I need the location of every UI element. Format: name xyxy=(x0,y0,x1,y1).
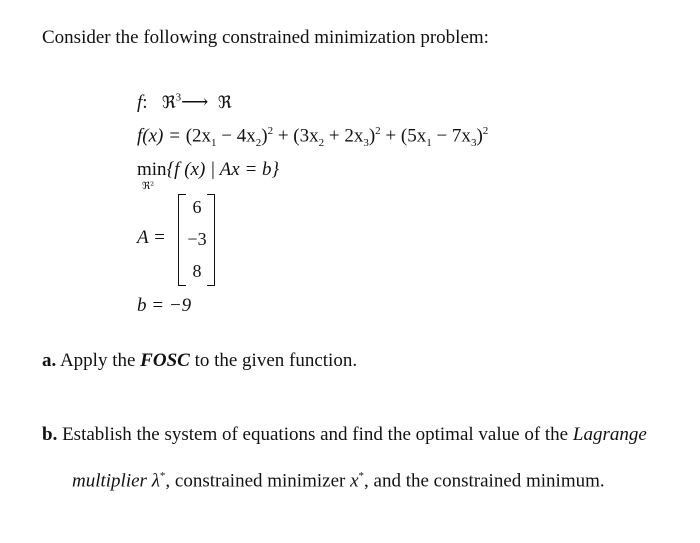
objective-statement xyxy=(137,159,279,181)
fn-t1-s2: 2 xyxy=(255,137,262,150)
fn-arg: (x) = xyxy=(142,125,186,147)
function-definition xyxy=(137,125,488,149)
fn-t2-close: ) xyxy=(368,125,376,147)
fn-t1-open: (2x xyxy=(185,125,212,147)
fn-t1-pow: 2 xyxy=(267,125,274,137)
fn-t3-mid: − 7x xyxy=(431,125,471,147)
matrix-entry-1: 6 xyxy=(192,197,202,217)
matrix-entry-2: −3 xyxy=(187,229,207,249)
objective-domain: ℜ² xyxy=(142,181,155,192)
fn-t2-s2: 3 xyxy=(363,137,369,150)
multiplier-term: multiplier λ xyxy=(72,470,160,492)
fn-t2-s1: 2 xyxy=(318,137,325,150)
fn-t3-s2: 3 xyxy=(470,137,477,150)
mapping-colon: : xyxy=(142,92,148,113)
objective-body: {f (x) | Ax = b} xyxy=(166,159,280,180)
fn-t1-s1: 1 xyxy=(211,137,217,150)
fn-t2-open: + (3x xyxy=(273,125,319,147)
mapping-codomain: ℜ xyxy=(217,93,232,113)
question-a-pre: Apply the xyxy=(56,350,141,371)
problem-intro: Consider the following constrained minimization problem: xyxy=(42,27,489,48)
question-b-post: , and the constrained minimum. xyxy=(364,470,605,492)
mapping-domain-sup: 3 xyxy=(175,91,182,104)
lambda-star: * xyxy=(159,470,166,482)
fn-t1-mid: − 4x xyxy=(216,125,256,147)
fn-lhs: f xyxy=(137,125,143,147)
question-b-pre: Establish the system of equations and find the optimal value of the xyxy=(57,424,573,445)
question-b-marker: b. xyxy=(42,424,58,445)
question-a-post: to the given function. xyxy=(189,350,358,371)
fn-t2-pow: 2 xyxy=(375,125,381,137)
fn-t3-pow: 2 xyxy=(482,125,489,137)
mapping-arrow: ⟶ xyxy=(181,92,209,113)
matrix-entry-3: 8 xyxy=(192,261,202,281)
question-a xyxy=(42,350,357,372)
question-b-mid: , constrained minimizer xyxy=(165,470,351,492)
fn-t2-mid: + 2x xyxy=(324,125,364,147)
lagrange-term: Lagrange xyxy=(572,424,647,445)
question-a-marker: a. xyxy=(42,350,57,371)
fn-t3-open: + (5x xyxy=(380,125,427,147)
objective-min: min xyxy=(137,159,167,180)
minimizer-x: x xyxy=(350,470,359,492)
mapping-f: f xyxy=(137,92,143,113)
fn-t3-close: ) xyxy=(476,125,483,147)
x-star: * xyxy=(358,470,365,482)
fn-t1-close: ) xyxy=(261,125,268,147)
b-value: b = −9 xyxy=(137,295,192,316)
mapping-domain: ℜ xyxy=(161,93,176,113)
question-b-line2 xyxy=(72,470,605,492)
function-mapping xyxy=(137,91,232,114)
question-b-line1 xyxy=(42,424,647,446)
fn-t3-s1: 1 xyxy=(426,137,432,150)
fosc-term: FOSC xyxy=(140,350,190,371)
matrix-label: A = xyxy=(137,227,166,248)
